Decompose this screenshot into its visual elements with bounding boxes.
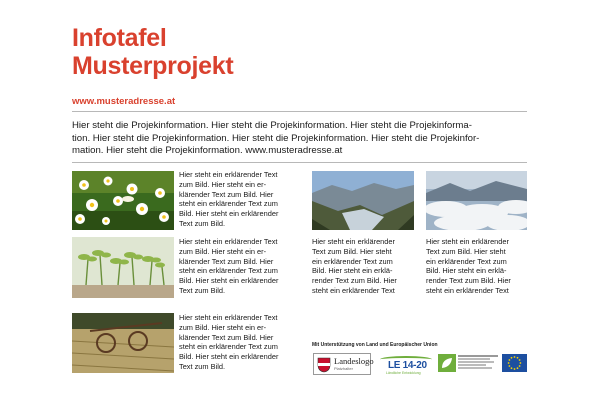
leader-logo (438, 354, 456, 372)
caption-line: Hier steht ein erklärender (426, 237, 509, 246)
flowers-caption (179, 170, 278, 229)
support-note: Mit Unterstützung von Land und Europäischer Union (312, 342, 438, 348)
caption-line: render Text zum Bild. Hier (426, 276, 511, 286)
le-logo-text: LE 14-20 (388, 360, 427, 371)
page-title (72, 24, 233, 80)
landeslogo-text: Landeslogo (334, 356, 374, 366)
caption-line: ein erklärender Text zum (426, 256, 507, 266)
mountain-valley-icon (312, 171, 414, 230)
leader-leaf-icon (438, 354, 456, 372)
website-url[interactable]: www.musteradresse.at (72, 96, 176, 107)
caption-line: steht ein erklärender Text zum (179, 342, 278, 352)
caption-line: steht ein erklärender Text (312, 285, 395, 295)
caption-line: Hier steht ein erklärender (312, 237, 395, 246)
landeslogo-subtext: Platzhalter (334, 366, 353, 371)
valley-caption (312, 237, 397, 296)
eafrd-text-block (458, 355, 498, 373)
cloud-sea-icon (426, 171, 527, 230)
caption-line: Text zum Bild. Hier steht (312, 246, 392, 256)
caption-line: klärender Text zum Bild. Hier (179, 332, 274, 342)
le-logo-subtext: Ländliche Entwicklung (386, 371, 421, 375)
caption-line: zum Bild. Hier steht ein er- (179, 322, 267, 332)
caption-line: Text zum Bild. (179, 218, 225, 228)
seedlings-photo (72, 237, 174, 298)
caption-line: steht ein erklärender Text zum (179, 199, 278, 209)
coat-of-arms-icon (317, 357, 331, 373)
caption-line: Bild. Hier steht ein erklä- (312, 266, 393, 276)
valley-photo (312, 171, 414, 230)
caption-line: Text zum Bild. (179, 285, 225, 295)
caption-line: klärender Text zum Bild. Hier (179, 189, 274, 199)
caption-line: zum Bild. Hier steht ein er- (179, 246, 267, 256)
clouds-photo (426, 171, 527, 230)
hay-photo (72, 313, 174, 373)
caption-line: Hier steht ein erklärender Text (179, 313, 278, 322)
hay-tedder-icon (72, 313, 174, 373)
seedlings-caption (179, 237, 278, 296)
clouds-caption (426, 237, 511, 296)
eu-stars-icon (502, 354, 527, 372)
caption-line: Text zum Bild. (179, 361, 225, 371)
project-info-line: Hier steht die Projekinformation. Hier steht die Projekinformation. Hier steht die Projekinforma- (72, 120, 472, 131)
project-info-line: mation. Hier steht die Projekinformation. www.musteradresse.at (72, 145, 343, 157)
caption-line: Bild. Hier steht ein erklärender (179, 276, 279, 286)
caption-line: Bild. Hier steht ein erklärender (179, 352, 279, 362)
title-line-1: Infotafel (72, 24, 167, 52)
caption-line: Bild. Hier steht ein erklä- (426, 266, 507, 276)
project-info-line: tion. Hier steht die Projekinformation. Hier steht die Projekinformation. Hier steht die Projekinfor- (72, 132, 480, 144)
eu-flag (502, 354, 527, 372)
caption-line: Bild. Hier steht ein erklärender (179, 209, 279, 219)
caption-line: Text zum Bild. Hier steht (426, 246, 506, 256)
hay-caption (179, 313, 278, 372)
divider-top (72, 111, 527, 112)
flowers-photo (72, 171, 174, 230)
le-14-20-logo (380, 358, 432, 376)
caption-line: Hier steht ein erklärender Text (179, 170, 278, 179)
caption-line: klärender Text zum Bild. Hier (179, 256, 274, 266)
caption-line: Hier steht ein erklärender Text (179, 237, 278, 246)
caption-line: steht ein erklärender Text zum (179, 266, 278, 276)
daisy-flowers-icon (72, 171, 174, 230)
seedlings-icon (72, 237, 174, 298)
divider-bottom (72, 162, 527, 163)
landeslogo (313, 353, 374, 375)
caption-line: render Text zum Bild. Hier (312, 276, 397, 286)
project-info (72, 120, 530, 158)
caption-line: zum Bild. Hier steht ein er- (179, 179, 267, 189)
title-line-2: Musterprojekt (72, 52, 234, 80)
caption-line: steht ein erklärender Text (426, 285, 509, 295)
caption-line: ein erklärender Text zum (312, 256, 393, 266)
